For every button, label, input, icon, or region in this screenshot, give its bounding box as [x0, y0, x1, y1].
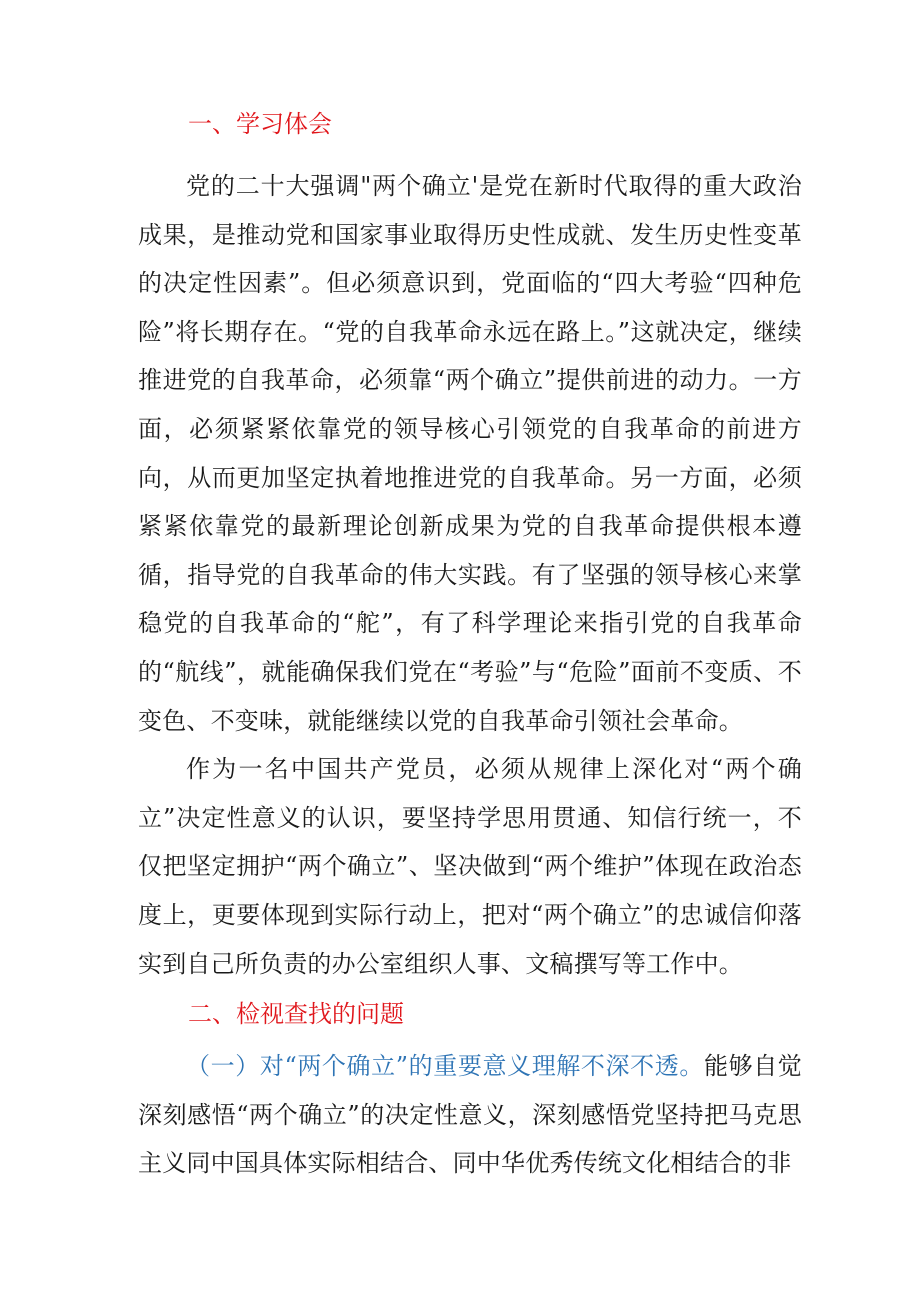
section-heading-1: 一、学习体会 — [188, 110, 332, 138]
section-heading-2: 二、检视查找的问题 — [188, 1000, 404, 1029]
body-paragraph-3-text: 能够自觉深刻感悟“两个确立”的决定性意义，深刻感悟党坚持把马克思主义同中国具体实际相结合、同中华优秀传统文化相结合的非 — [138, 1052, 802, 1178]
body-paragraph-3 — [138, 1042, 802, 1188]
sub-heading-1: （一）对“两个确立”的重要意义理解不深不透。 — [186, 1052, 704, 1081]
body-paragraph-1: 党的二十大强调"两个确立'是党在新时代取得的重大政治成果，是推动党和国家事业取得历史性成就、发生历史性变革的决定性因素”。但必须意识到，党面临的“四大考验“四种危险”将长期存在。“党的自我革命永远在路上。”这就决定，继续推进党的自我革命，必须靠“两个确立”提供前进的动力。一方面，必须紧紧依靠党的领导核心引领党的自我革命的前进方向，从而更加坚定执着地推进党的自我革命。另一方面，必须紧紧依靠党的最新理论创新成果为党的自我革命提供根本遵循，指导党的自我革命的伟大实践。有了坚强的领导核心来掌稳党的自我革命的“舵”，有了科学理论来指引党的自我革命的“航线”，就能确保我们党在“考验”与“危险”面前不变质、不变色、不变味，就能继续以党的自我革命引领社会革命。 — [138, 172, 802, 735]
body-paragraph-2: 作为一名中国共产党员，必须从规律上深化对“两个确立”决定性意义的认识，要坚持学思用贯通、知信行统一，不仅把坚定拥护“两个确立”、坚决做到“两个维护”体现在政治态度上，更要体现到实际行动上，把对“两个确立”的忠诚信仰落实到自己所负责的办公室组织人事、文稿撰写等工作中。 — [138, 755, 802, 978]
document-page — [138, 100, 802, 1188]
